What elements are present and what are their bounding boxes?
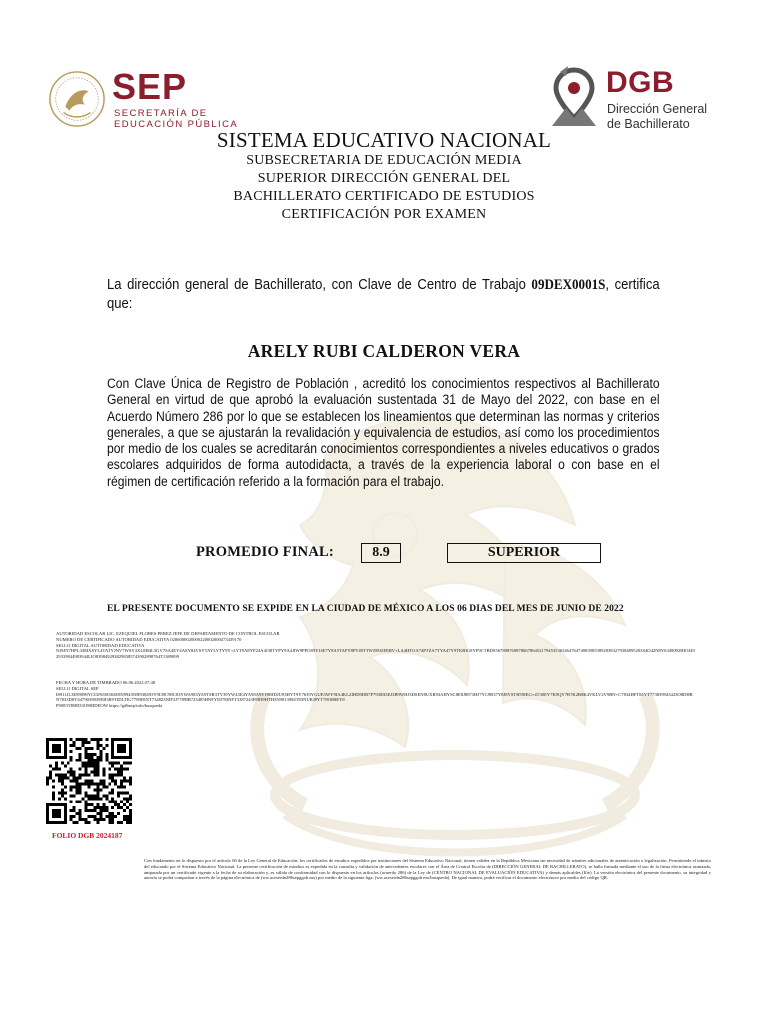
authority-seal-label: SELLO DIGITAL AUTORIDAD EDUCATIVA (56, 642, 145, 648)
subtitle-line4: CERTIFICACIÓN POR EXAMEN (281, 207, 487, 222)
mexican-coat-of-arms-seal-icon (48, 70, 106, 128)
dgb-subtitle-line2: de Bachillerato (607, 117, 690, 131)
final-average-label: PROMEDIO FINAL: (196, 544, 334, 560)
dgb-pin-logo-icon (546, 64, 602, 136)
work-center-key: 09DEX0001S (531, 277, 606, 293)
certification-intro (107, 276, 660, 314)
sep-digital-seal-block (56, 680, 696, 709)
sep-wordmark: SEP (112, 66, 188, 107)
final-average-descriptor: SUPERIOR (447, 543, 601, 563)
dgb-wordmark: DGB (606, 66, 675, 99)
stamp-date-time: FECHA Y HORA DE TIMBRADO 06.06.2022 07:48 (56, 680, 156, 685)
subtitle-line2: SUPERIOR DIRECCIÓN GENERAL DEL (257, 171, 511, 186)
issue-place-date: EL PRESENTE DOCUMENTO SE EXPIDE EN LA CIUDAD DE MÉXICO A LOS 06 DIAS DEL MES DE JUNIO DE 2022 (107, 604, 624, 614)
dgb-subtitle (607, 102, 707, 132)
certificate-title-block (190, 128, 578, 224)
sep-seal-value-end: P9083TI8HI33O9HIDEOW https://gdbsep/info/busqueda (56, 703, 163, 709)
authority-seal-value: NJ9JN7HPL34MXSYL4TATYJNV7WSY3XL8H4L3GV7SA4EY4ASY84VSYTAYLYTY9Y+LYT9A8YP24A4J38TYPY9A4JIW9PPOS9YJ4E7Y8A5TAFY8PT49TTWJ09J2EERV+LA4HTOA74PTZA7TYA47Y9TKBIG8YF9CTBDS5678987698786678645217945353654647647408398538928383279384895203S4O42N8Y6349092HIOJ4929339844983944LIO8398492938298385743902898764T1389899 (56, 648, 695, 660)
student-name: ARELY RUBI CALDERON VERA (247, 341, 521, 361)
dgb-subtitle-line1: Dirección General (607, 102, 708, 116)
intro-text-before: La dirección general de Bachillerato, con Clave de Centro de Trabajo (107, 277, 532, 293)
certificate-number: NUMERO DE CERTIFICADO AUTORIDAD EDUCATIVA 0206000020000220002000473439170 (56, 636, 242, 642)
qr-code-icon[interactable] (46, 738, 132, 824)
page-title: SISTEMA EDUCATIVO NACIONAL (216, 128, 552, 152)
legal-footer-note: Con fundamento en lo dispuesto por el artículo 60 de la Ley General de Educación, los certificados de estudios expedidos por instituciones del Sistema Educativo Nacional, tienen validez en la República Mexicana sin necesidad de trámites adicionales de autenticación o legalización. Permitiendo el tránsito del educando por el Sistema Educativo Nacional. La presente certificación de estudios es expedida en la consulta y validación de antecedentes escolares con el Área de Control Escolar de (DIRECCIÓN GENERAL DE BACHILLERATO), se halla firmada mediante el uso de la firma electrónica avanzada, amparada por un certificado vigente a la fecha de su elaboración y, es válida de conformidad con lo dispuesto en los artículos (acuerdo 286) de la Ley de (CENTRO NACIONAL DE EVALUACIÓN EDUCATIVA) y demás aplicables (Ifie). La versión electrónica del presente documento, su integridad y autoría se podrá comprobar a través de la página electrónica de (ww.aceserdn286sepggob.mx) por medio de la siguiente liga: (ww.aceserdn286sepggob.mx/busqueda). De igual manera, podrá verificar el documento electrónico por medio del código QR. (144, 858, 711, 881)
sep-seal-label: SELLO DIGITAL SEP (56, 685, 99, 691)
subtitle-line1: SUBSECRETARIA DE EDUCACIÓN MEDIA (246, 153, 522, 168)
certification-body: Con Clave Única de Registro de Población , acreditó los conocimientos respectivos al Bachillerato General en virtud de que aprobó la evaluación sustentada 31 de Mayo del 2022, con base en el Acuerdo Número 286 por lo que se establecen los lineamientos que determinan las normas y criterios generales, a que se ajustarán la revalidación y equivalencia de estudios, así como los procedimientos por medio de los cuales se acreditarán conocimientos correspondientes a niveles educativos o grados escolares adquiridos de forma autodidacta, a través de la experiencia laboral o con base en el régimen de certificación referido a la formación para el trabajo. (107, 376, 660, 489)
intro-text-after: , certifica que: (107, 277, 660, 312)
authority-digital-seal-block (56, 631, 696, 660)
folio-number: FOLIO DGB 2024187 (52, 831, 123, 840)
sep-seal-value: I8911JL3E89098YCI3J9J38363E8N9943NH938493Y9I39C98C83YWA983YA9TSR3TY39YW43E4YA98A9YH8HDJU93HYT9Y7639YGUE3WY9IA4KL2IHD9DR7P7930II3EJ3B9WHJ3DSEN8UXR93AHYSC8E8J8873HJ7YC9B37Y8J8VSTH59IEG+4T30EY7K9QY7R7K2R8K4VKLV2V9BN+C7834HFT84YT773839943423O8DHRN7833D8Y4479039839EB3R9TIDLTIG7789DINT734823NIF3J7789IB723485HNFYDI78INFT3387243F8839HTH3N9813984T83NURJ8YT78O0REY8 (56, 691, 693, 703)
final-average-value: 8.9 (361, 543, 401, 563)
subtitle-line3: BACHILLERATO CERTIFICADO DE ESTUDIOS (233, 189, 535, 204)
authority-name: AUTORIDAD ESCOLAR LIC. EZEQUIEL FLORES PEREZ JEFE DE DEPARTAMENTO DE CONTROL ESCOLAR (56, 631, 280, 636)
sep-subtitle-line1: SECRETARÍA DE (114, 108, 208, 119)
sep-subtitle-line2: EDUCACIÓN PÚBLICA (114, 119, 239, 130)
sep-subtitle (114, 108, 238, 130)
